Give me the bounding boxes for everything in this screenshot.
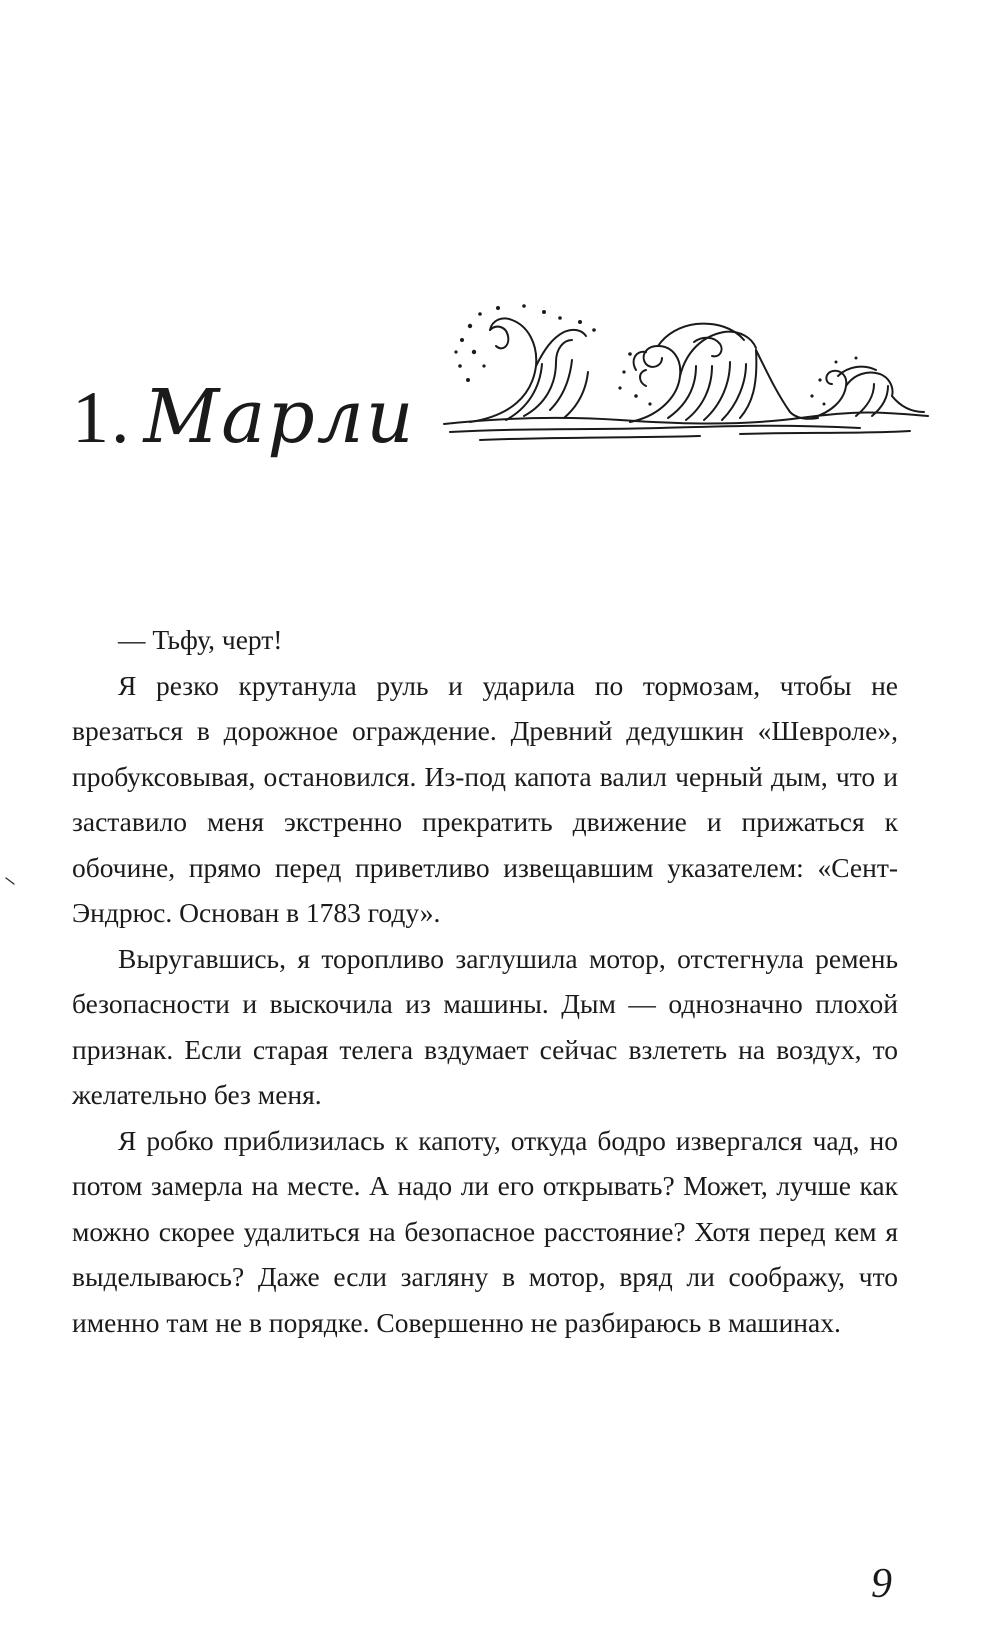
ocean-waves-illustration-icon xyxy=(440,300,932,490)
paragraph-2: Я резко крутанула руль и ударила по тормозам, чтобы не врезаться в дорожное ограждение. Древний дедушкин «Шевроле», пробуксовывая, остановился. Из-под капота валил черный дым, что и заставило меня экстренно прекратить движение и прижаться к обочине, прямо перед приветливо извещавшим указателем: «Сент-Эндрюс. Основан в 1783 году». xyxy=(72,669,898,928)
body-text xyxy=(72,617,898,1345)
chapter-title xyxy=(72,374,416,460)
page-number: 9 xyxy=(871,1561,892,1607)
chapter-number: 1. xyxy=(72,377,132,459)
paragraph-1: — Тьфу, черт! xyxy=(118,624,283,655)
scan-mark-icon xyxy=(4,876,18,886)
paragraph-4: Я робко приблизилась к капоту, откуда бодро извергался чад, но потом замерла на месте. А надо ли его открывать? Может, лучше как можно скорее удалиться на безопасное расстояние? Хотя перед кем я выделываюсь? Даже если загляну в мотор, вряд ли соображу, что именно там не в порядке. Совершенно не разбираюсь в машинах. xyxy=(72,1124,898,1338)
chapter-heading xyxy=(72,360,932,500)
chapter-name: Марли xyxy=(143,374,416,460)
paragraph-3: Выругавшись, я торопливо заглушила мотор, отстегнула ремень безопасности и выскочила из машины. Дым — однозначно плохой признак. Если старая телега вздумает сейчас взлететь на воздух, то желательно без меня. xyxy=(72,942,898,1110)
